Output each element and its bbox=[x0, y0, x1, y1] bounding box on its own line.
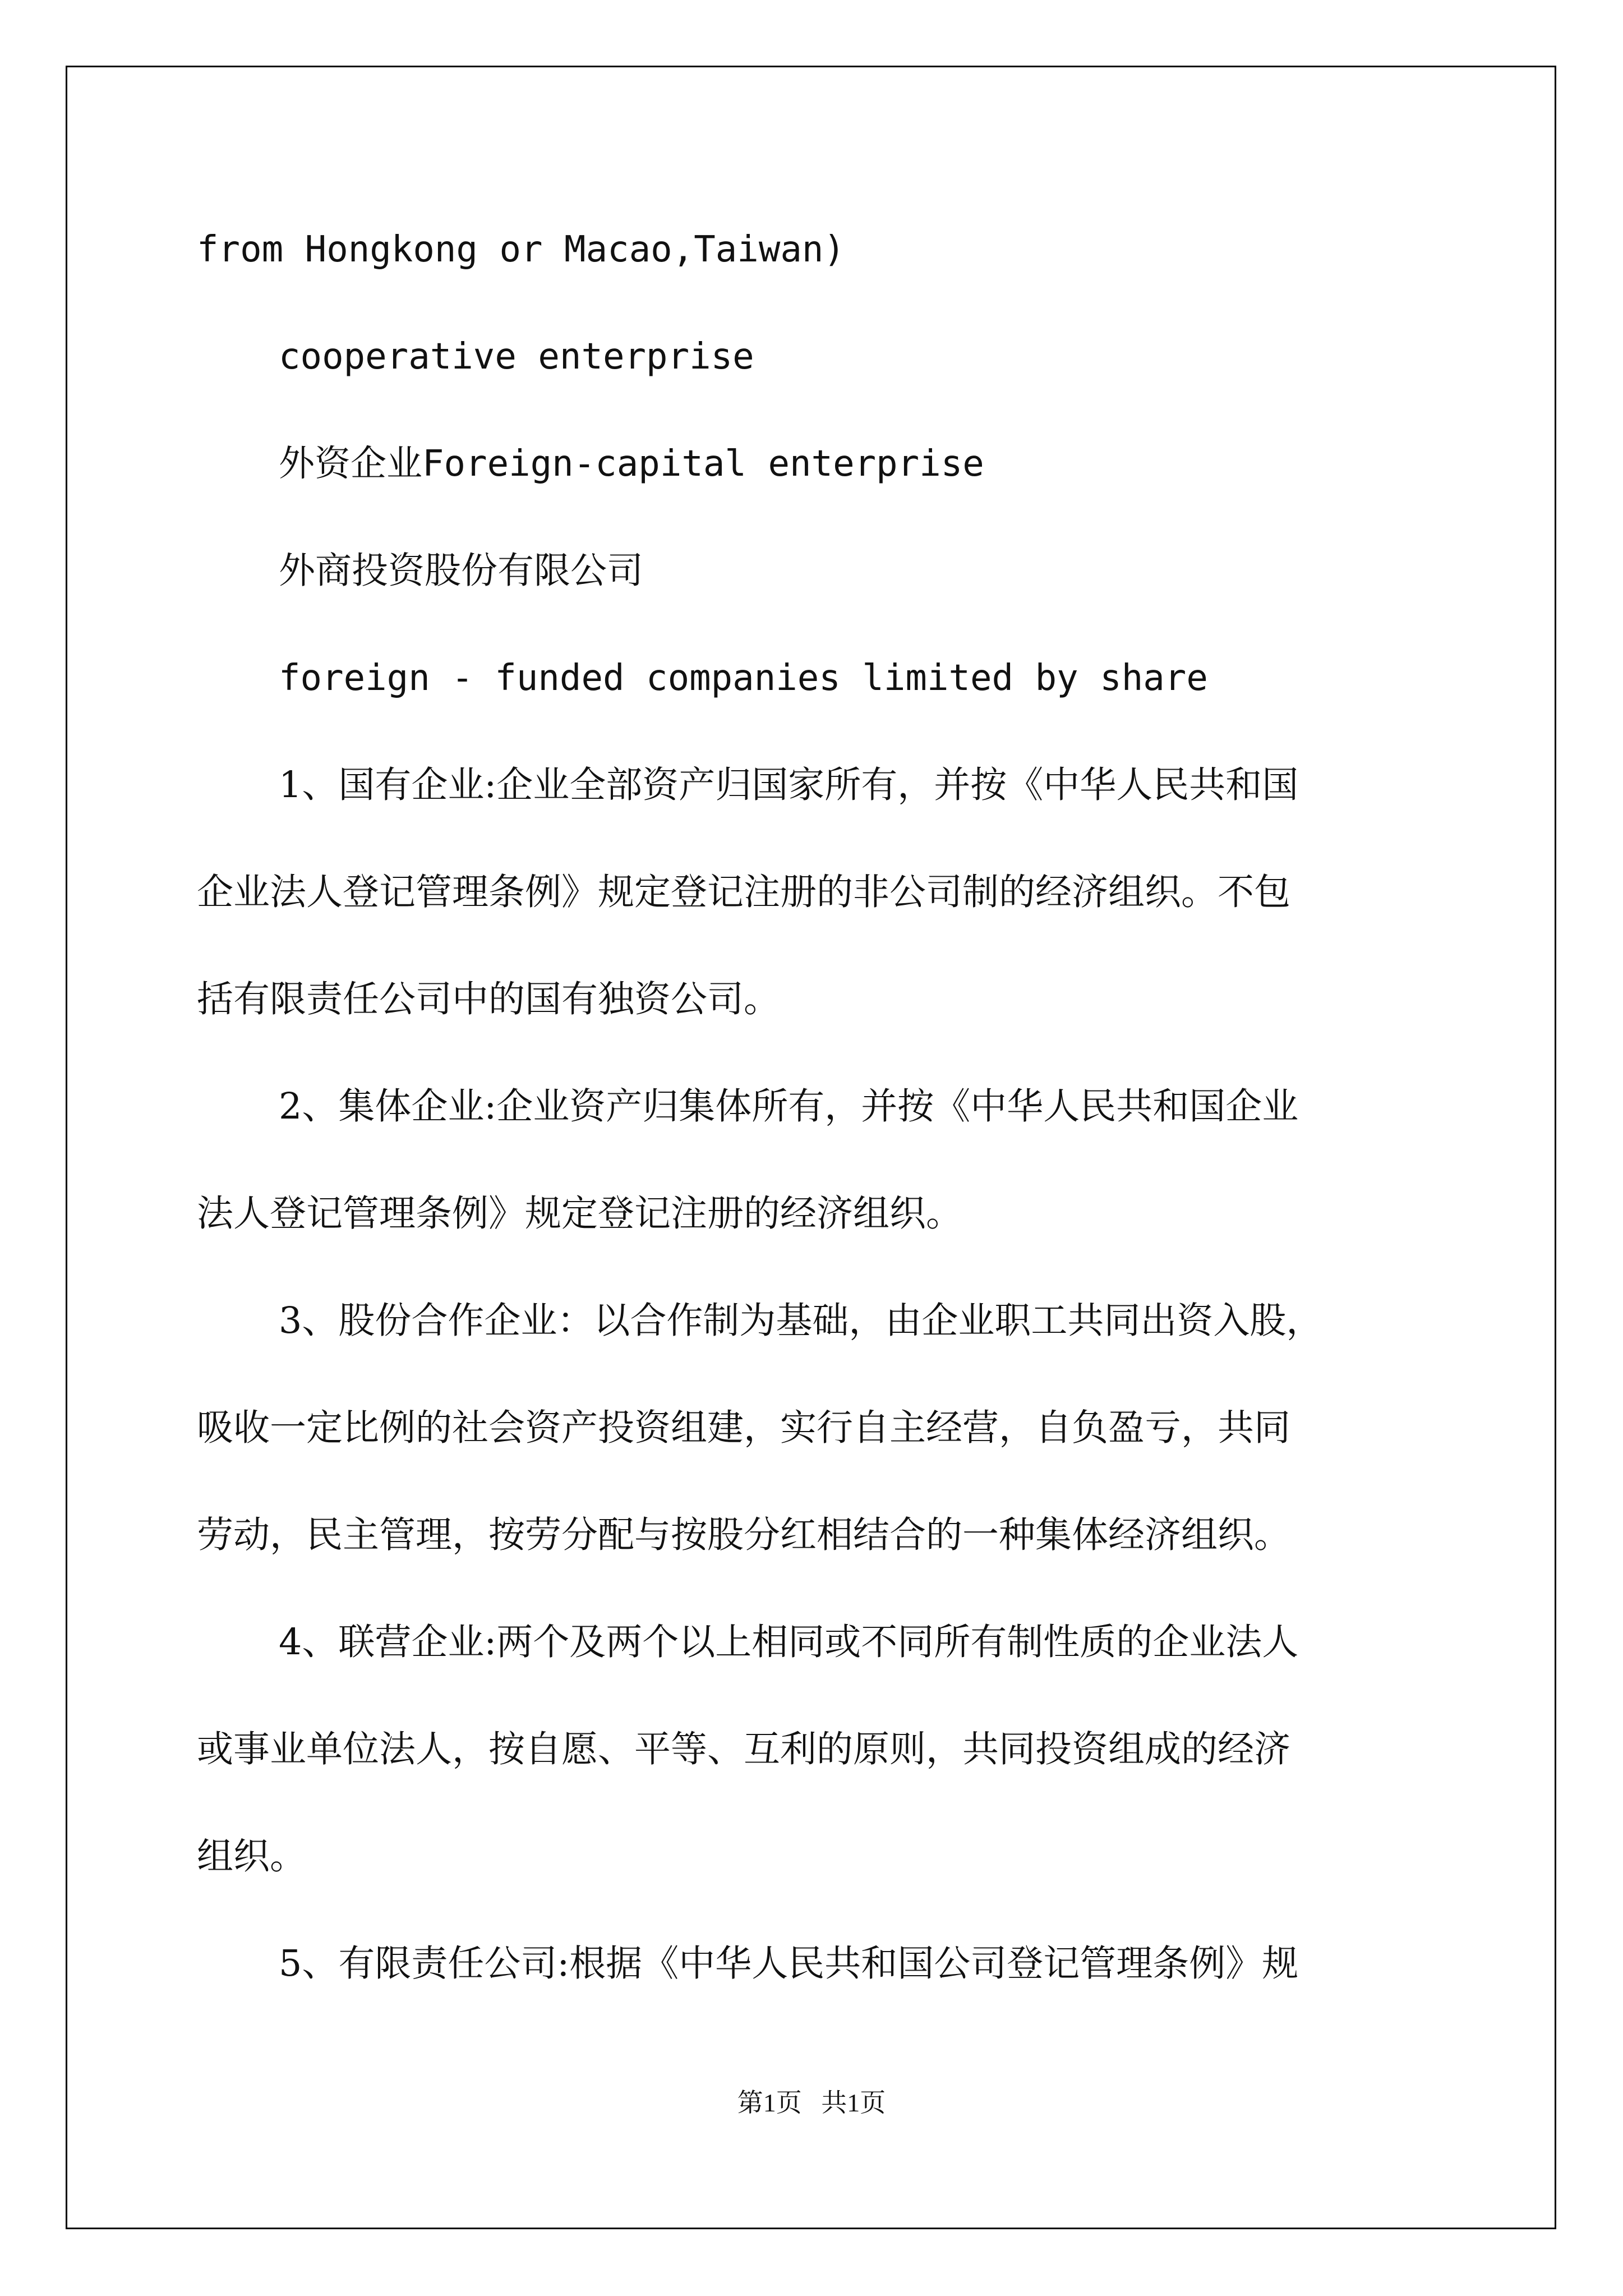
text-line: cooperative enterprise bbox=[279, 336, 754, 378]
paragraph-line: 1、国有企业:企业全部资产归国家所有，并按《中华人民共和国 bbox=[279, 764, 1299, 806]
page-number-footer: 第1页 共1页 bbox=[737, 2088, 886, 2117]
text-line: 外资企业Foreign-capital enterprise bbox=[279, 443, 984, 485]
paragraph-line: 企业法人登记管理条例》规定登记注册的非公司制的经济组织。不包 bbox=[197, 871, 1291, 913]
paragraph-line: 括有限责任公司中的国有独资公司。 bbox=[197, 978, 781, 1020]
document-body bbox=[197, 222, 1428, 2043]
paragraph-line: 法人登记管理条例》规定登记注册的经济组织。 bbox=[197, 1193, 963, 1235]
text-line: 外商投资股份有限公司 bbox=[279, 550, 644, 592]
paragraph-line: 4、联营企业:两个及两个以上相同或不同所有制性质的企业法人 bbox=[279, 1621, 1299, 1663]
paragraph-line: 2、集体企业:企业资产归集体所有，并按《中华人民共和国企业 bbox=[279, 1085, 1299, 1128]
paragraph-line: 5、有限责任公司:根据《中华人民共和国公司登记管理条例》规 bbox=[279, 1943, 1299, 1985]
paragraph-line: 劳动，民主管理，按劳分配与按股分红相结合的一种集体经济组织。 bbox=[197, 1514, 1291, 1556]
paragraph-line: 3、股份合作企业：以合作制为基础，由企业职工共同出资入股， bbox=[279, 1300, 1323, 1342]
paragraph-line: 吸收一定比例的社会资产投资组建，实行自主经营，自负盈亏，共同 bbox=[197, 1407, 1291, 1449]
text-line: foreign - funded companies limited by share bbox=[279, 657, 1208, 699]
paragraph-line: 组织。 bbox=[197, 1835, 307, 1878]
paragraph-line: 或事业单位法人，按自愿、平等、互利的原则，共同投资组成的经济 bbox=[197, 1728, 1291, 1770]
text-line: from Hongkong or Macao,Taiwan) bbox=[197, 229, 845, 270]
